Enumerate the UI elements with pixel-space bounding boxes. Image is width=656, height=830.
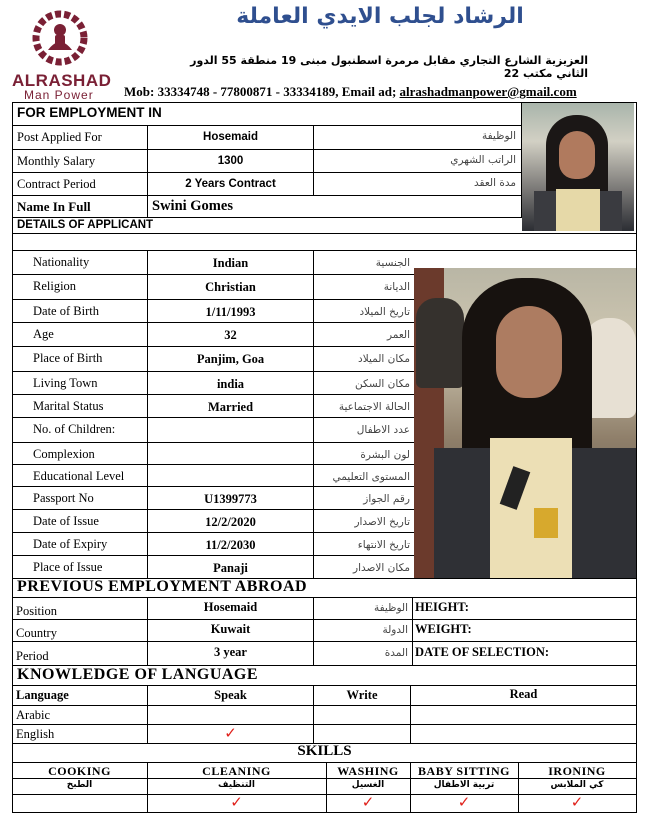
date-of-selection-label: DATE OF SELECTION: (415, 645, 550, 659)
employment-label-arabic: الوظيفة (481, 130, 516, 142)
full-name-value: Swini Gomes (152, 198, 233, 214)
previous-label: Period (16, 649, 49, 663)
language-section-title: KNOWLEDGE OF LANGUAGE (17, 666, 259, 683)
applicant-label: Living Town (33, 376, 98, 390)
employment-label: Post Applied For (17, 130, 102, 144)
applicant-section-title: DETAILS OF APPLICANT (17, 219, 154, 231)
speak-check-mark: ✓ (224, 724, 237, 742)
weight-label: WEIGHT: (415, 622, 472, 636)
applicant-value: 12/2/2020 (205, 515, 256, 529)
applicant-label-arabic: رقم الجواز (363, 493, 410, 505)
skill-name: COOKING (48, 764, 111, 778)
height-label: HEIGHT: (415, 600, 469, 614)
applicant-label-arabic: المستوى التعليمي (332, 471, 410, 483)
skill-check-mark: ✓ (570, 793, 584, 811)
employment-label-arabic: الراتب الشهري (450, 154, 516, 166)
previous-label-arabic: المدة (384, 647, 408, 659)
applicant-value: Christian (205, 280, 256, 294)
full-name-label: Name In Full (17, 199, 91, 214)
skill-name: BABY SITTING (418, 764, 510, 778)
applicant-label: Educational Level (33, 469, 125, 483)
employment-label-arabic: مدة العقد (474, 177, 516, 189)
applicant-label: Place of Birth (33, 351, 103, 365)
skill-name-arabic: التنظيف (218, 780, 255, 790)
language-name: Arabic (16, 708, 51, 722)
contact-email-link[interactable]: alrashadmanpower@gmail.com (399, 84, 577, 99)
company-logo-icon (22, 8, 98, 70)
applicant-label-arabic: الديانة (383, 281, 410, 293)
contact-phones: Mob: 33334748 - 77800871 - 33334189, Email ad; (124, 84, 400, 99)
applicant-label-arabic: مكان الميلاد (358, 353, 410, 365)
employment-label: Contract Period (17, 177, 96, 191)
skill-name-arabic: الغسيل (351, 780, 385, 790)
applicant-label: Religion (33, 279, 77, 293)
skill-check-mark: ✓ (361, 793, 375, 811)
skill-name-arabic: تربية الاطفال (433, 780, 495, 790)
applicant-value: U1399773 (204, 492, 257, 506)
language-header: Language (16, 688, 69, 702)
applicant-label: Complexion (33, 447, 95, 461)
logo-name: ALRASHAD (12, 71, 112, 90)
applicant-value: Indian (212, 256, 249, 270)
applicant-label-arabic: تاريخ الانتهاء (357, 539, 410, 551)
previous-value: Hosemaid (203, 600, 258, 614)
applicant-value: 11/2/2030 (205, 538, 256, 552)
applicant-label-arabic: العمر (386, 329, 410, 341)
applicant-label-arabic: عدد الاطفال (356, 424, 410, 436)
applicant-label-arabic: الجنسية (375, 257, 410, 269)
write-header: Write (346, 688, 378, 702)
applicant-label: No. of Children: (33, 422, 116, 436)
applicant-label-arabic: تاريخ الاصدار (354, 516, 410, 528)
employment-value: 1300 (217, 155, 244, 167)
applicant-label: Nationality (33, 255, 90, 269)
skill-check-mark: ✓ (457, 793, 471, 811)
logo-subtitle: Man Power (24, 88, 94, 102)
applicant-value: 1/11/1993 (205, 305, 256, 319)
previous-value: 3 year (214, 645, 247, 659)
previous-value: Kuwait (210, 622, 251, 636)
read-header: Read (509, 687, 538, 701)
speak-header: Speak (214, 688, 247, 702)
applicant-value: Panaji (213, 561, 248, 575)
applicant-label: Date of Birth (33, 304, 99, 318)
previous-label: Position (16, 604, 57, 618)
skill-check-mark: ✓ (230, 793, 243, 811)
applicant-label-arabic: لون البشرة (360, 449, 410, 461)
applicant-label: Place of Issue (33, 560, 103, 574)
company-address-arabic: العزيزية الشارع التجاري مقابل مرمرة اسطنبول مبنى 19 منطقة 55 الدور الثاني مكتب 22 (190, 54, 588, 80)
applicant-label-arabic: مكان الاصدار (353, 562, 410, 574)
applicant-photo-large (414, 268, 636, 578)
previous-label-arabic: الدولة (382, 624, 408, 636)
applicant-label-arabic: الحالة الاجتماعية (338, 401, 410, 413)
skill-name-arabic: كي الملابس (550, 780, 604, 790)
skills-section-title: SKILLS (297, 743, 352, 759)
applicant-value: Married (207, 400, 254, 414)
applicant-label: Date of Issue (33, 514, 99, 528)
applicant-label-arabic: مكان السكن (355, 378, 410, 390)
previous-label-arabic: الوظيفة (373, 602, 408, 614)
applicant-label-arabic: تاريخ الميلاد (359, 306, 410, 318)
skill-name: IRONING (548, 764, 606, 778)
applicant-label: Marital Status (33, 399, 104, 413)
language-name: English (16, 727, 55, 741)
applicant-photo-small (522, 103, 634, 231)
skill-name: CLEANING (202, 764, 271, 778)
skill-name-arabic: الطبخ (66, 780, 93, 790)
applicant-label: Date of Expiry (33, 537, 108, 551)
previous-employment-title: PREVIOUS EMPLOYMENT ABROAD (17, 578, 308, 595)
previous-label: Country (16, 626, 57, 640)
applicant-value: 32 (224, 328, 237, 342)
contact-line (124, 84, 577, 100)
employment-value: 2 Years Contract (185, 178, 276, 190)
applicant-label: Age (33, 327, 54, 341)
skill-name: WASHING (337, 764, 399, 778)
applicant-label: Passport No (33, 491, 94, 505)
employment-value: Hosemaid (203, 131, 258, 143)
applicant-value: Panjim, Goa (196, 352, 265, 366)
company-title-arabic: الرشاد لجلب الايدي العاملة (236, 4, 524, 29)
employment-label: Monthly Salary (17, 154, 96, 168)
applicant-value: india (216, 377, 245, 391)
employment-section-title: FOR EMPLOYMENT IN (17, 105, 162, 120)
